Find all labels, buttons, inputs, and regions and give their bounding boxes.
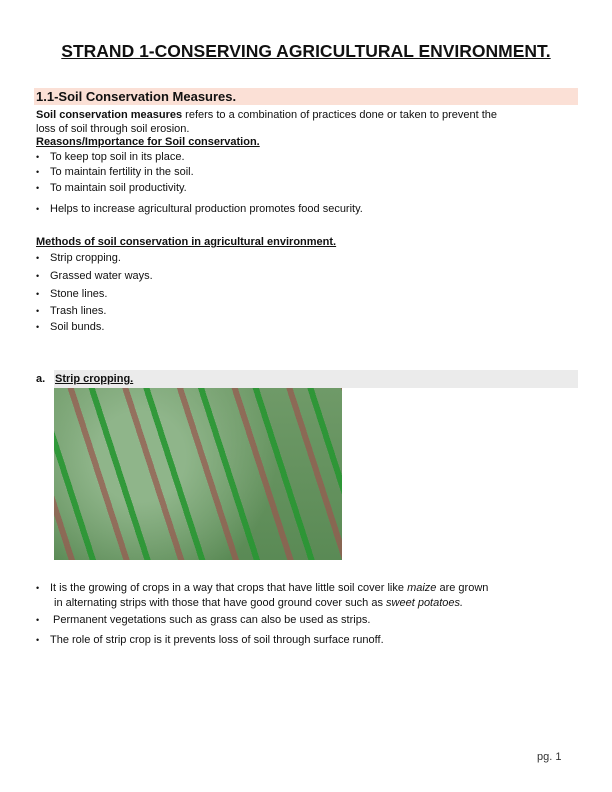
list-item-text: Trash lines.: [50, 305, 107, 317]
list-item: [36, 614, 370, 627]
list-item-text: Helps to increase agricultural production promotes food security.: [50, 203, 363, 215]
list-item-text: To maintain soil productivity.: [50, 182, 187, 194]
list-item: [36, 203, 363, 216]
list-item: [36, 252, 121, 265]
list-item: [36, 166, 194, 179]
list-item-text: Strip cropping.: [50, 252, 121, 264]
list-item: [36, 288, 107, 301]
list-item-text: It is the growing of crops in a way that crops that have little soil cover like: [50, 582, 408, 594]
list-item-text: Soil bunds.: [50, 321, 105, 333]
bullet-icon: •: [36, 271, 40, 281]
reasons-heading: Reasons/Importance for Soil conservation.: [36, 136, 260, 148]
bullet-icon: •: [36, 322, 40, 332]
list-item-text: The role of strip crop is it prevents loss of soil through surface runoff.: [50, 634, 384, 646]
bullet-icon: •: [36, 183, 40, 193]
list-item-text: Stone lines.: [50, 288, 108, 300]
definition-text: refers to a combination of practices done or taken to prevent the: [182, 109, 498, 121]
list-item: [36, 270, 153, 283]
list-item-continuation: [54, 597, 463, 610]
bullet-icon: •: [36, 253, 40, 263]
bullet-icon: •: [36, 306, 40, 316]
list-item: [36, 182, 187, 195]
list-item: [36, 634, 384, 647]
bullet-icon: •: [36, 289, 40, 299]
definition-term: Soil conservation measures: [36, 109, 183, 121]
list-item-text: are grown: [436, 582, 489, 594]
section-heading: 1.1-Soil Conservation Measures.: [36, 89, 237, 104]
list-item-text: Permanent vegetations such as grass can also be used as strips.: [50, 614, 371, 626]
bullet-icon: •: [36, 635, 40, 645]
list-item-text: Grassed water ways.: [50, 270, 153, 282]
subsection-heading: Strip cropping.: [55, 373, 134, 385]
bullet-icon: •: [36, 167, 40, 177]
list-item: [36, 321, 104, 334]
strip-cropping-photo: [54, 388, 342, 560]
bullet-icon: •: [36, 152, 40, 162]
list-item: [36, 582, 488, 595]
list-item: [36, 305, 106, 318]
bullet-icon: •: [36, 583, 40, 593]
page-title: STRAND 1-CONSERVING AGRICULTURAL ENVIRONMENT.: [61, 41, 551, 61]
page-number: pg. 1: [537, 751, 562, 763]
list-item: [36, 151, 185, 164]
bullet-icon: •: [36, 615, 40, 625]
definition-line-1: [36, 109, 497, 122]
bullet-icon: •: [36, 204, 40, 214]
list-item-text: To keep top soil in its place.: [50, 151, 185, 163]
definition-line-2: loss of soil through soil erosion.: [36, 123, 190, 135]
list-item-text: in alternating strips with those that have good ground cover such as: [54, 597, 387, 609]
list-item-text: To maintain fertility in the soil.: [50, 166, 194, 178]
italic-term: sweet potatoes.: [386, 597, 464, 609]
subsection-letter: a.: [36, 373, 46, 385]
methods-heading: Methods of soil conservation in agricultural environment.: [36, 236, 337, 248]
italic-term: maize: [407, 582, 437, 594]
